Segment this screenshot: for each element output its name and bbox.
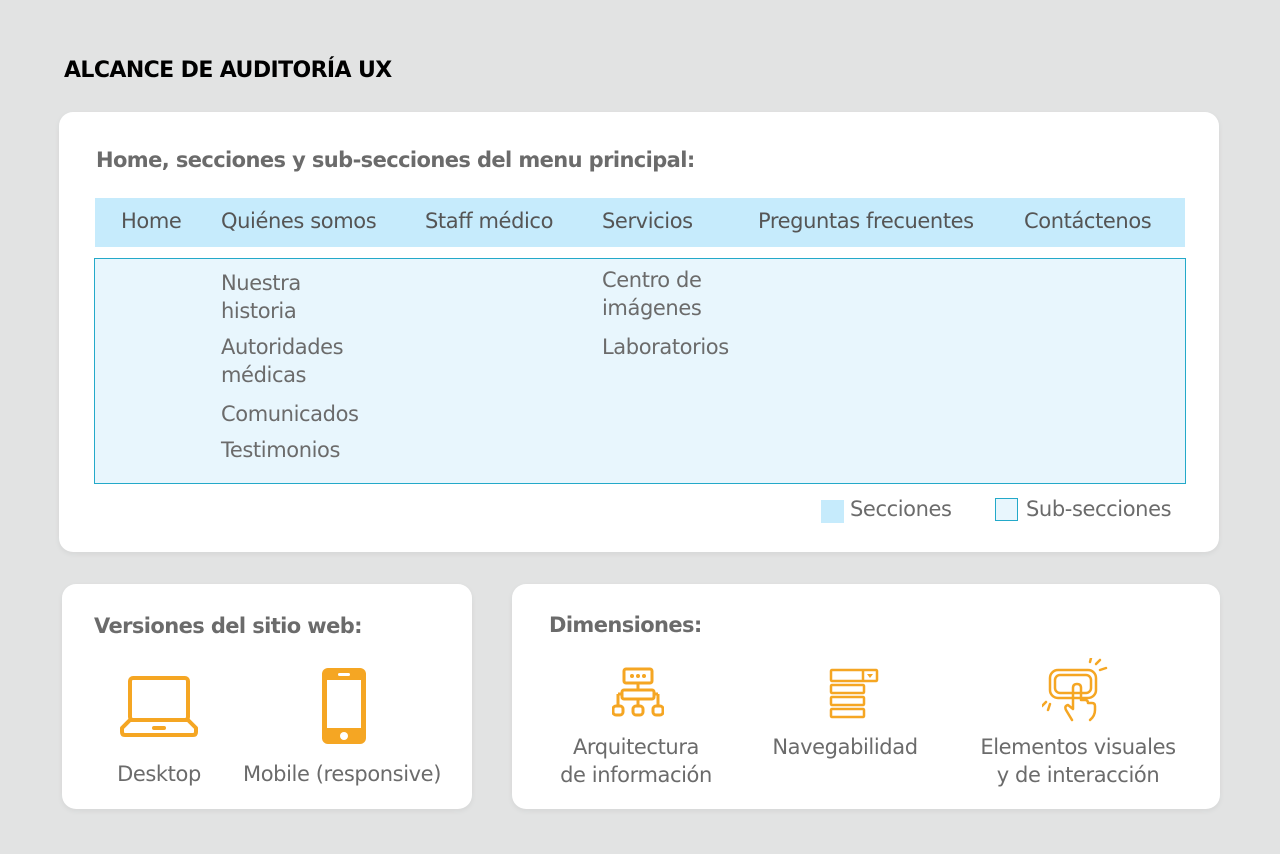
mobile-label: Mobile (responsive) [243, 762, 441, 786]
subsection-testimonios: Testimonios [221, 438, 341, 462]
sitemap-icon [612, 666, 664, 720]
smartphone-icon [320, 666, 368, 746]
dimensions-card [512, 584, 1220, 809]
desktop-label: Desktop [117, 762, 201, 786]
elementos-line2: y de interacción [996, 763, 1160, 787]
subsection-autoridades-medicas: Autoridades médicas [221, 335, 344, 387]
navegabilidad-label: Navegabilidad [772, 735, 918, 759]
section-servicios: Servicios [602, 209, 693, 233]
subsection-centro-de-imagenes: Centro de imágenes [602, 268, 702, 320]
menu-scope-heading: Home, secciones y sub-secciones del menu principal: [96, 148, 695, 172]
navigation-icon [829, 668, 879, 720]
versions-heading: Versiones del sitio web: [94, 614, 362, 638]
subsection-comunicados: Comunicados [221, 402, 359, 426]
section-home: Home [121, 209, 182, 233]
subsection-laboratorios: Laboratorios [602, 335, 729, 359]
subsection-nuestra-historia: Nuestra historia [221, 271, 301, 323]
section-quienes-somos: Quiénes somos [221, 209, 377, 233]
versions-card [62, 584, 472, 809]
sections-bar [95, 198, 1185, 247]
laptop-icon [118, 674, 200, 744]
menu-scope-card [59, 112, 1219, 552]
legend-subsecciones-label: Sub-secciones [1026, 497, 1172, 521]
subsections-box [94, 258, 1186, 484]
elementos-line1: Elementos visuales [980, 735, 1176, 759]
legend-subsecciones-swatch [995, 498, 1018, 521]
dimensions-heading: Dimensiones: [549, 613, 702, 637]
touch-icon [1042, 658, 1112, 724]
arquitectura-label [536, 733, 736, 789]
page-title: ALCANCE DE AUDITORÍA UX [64, 58, 392, 83]
legend-secciones-label: Secciones [850, 497, 952, 521]
section-contactenos: Contáctenos [1024, 209, 1152, 233]
elementos-label [958, 733, 1198, 789]
legend-secciones-swatch [821, 500, 844, 523]
arquitectura-line2: de información [560, 763, 712, 787]
section-staff-medico: Staff médico [425, 209, 554, 233]
section-preguntas-frecuentes: Preguntas frecuentes [758, 209, 974, 233]
arquitectura-line1: Arquitectura [572, 735, 700, 759]
